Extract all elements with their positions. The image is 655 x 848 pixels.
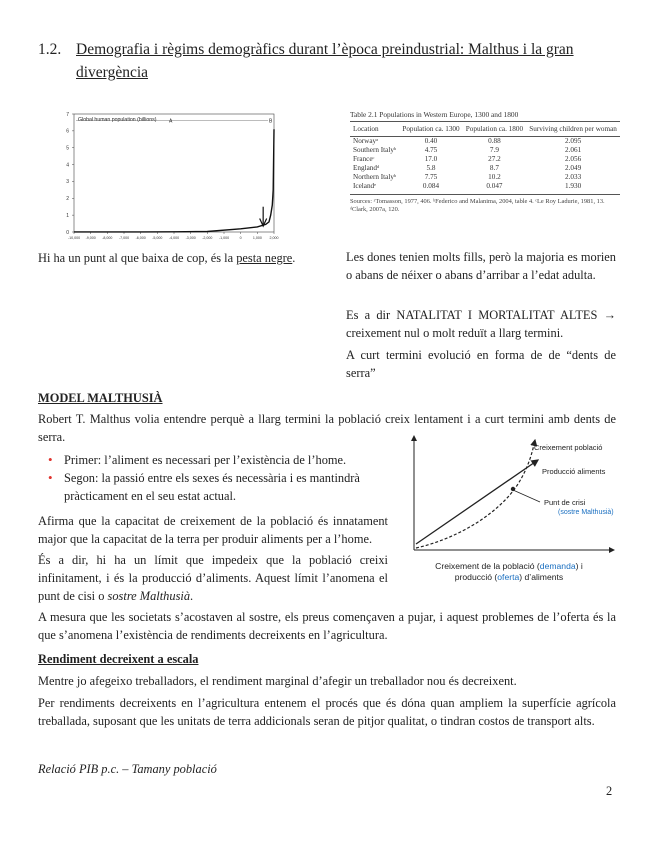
- chart-caption: [38, 251, 318, 266]
- label-crisis-sub: (sostre Malthusià): [558, 509, 614, 516]
- y-tick-label: 2: [66, 196, 69, 203]
- model-afirma: Afirma que la capacitat de creixement de la població és innatament major que la capacitat de la terra per produir aliments per a l’home.: [38, 514, 388, 546]
- x-tick-label: 0: [239, 236, 242, 240]
- population-chart-svg: [60, 104, 280, 246]
- x-tick-label: -1,000: [218, 236, 230, 240]
- crisis-pointer: [513, 490, 540, 502]
- diagram-caption: Creixement de la població (demanda) i producció (oferta) d’aliments: [435, 561, 583, 582]
- table-header: Population ca. 1800: [463, 125, 526, 137]
- population-table: [350, 125, 620, 191]
- x-tick-label: -2,000: [202, 236, 213, 240]
- y-tick-label: 3: [66, 179, 69, 186]
- chart-caption-end: .: [292, 251, 296, 265]
- right-text-3: A curt termini evolució en forma de de “dents de serra”: [346, 348, 616, 380]
- x-tick-label: -3,000: [185, 236, 196, 240]
- table-header: Location: [350, 125, 399, 137]
- model-bullets: [38, 451, 390, 505]
- rendiment-title: [38, 650, 198, 668]
- rendiment-title-text: Rendiment decreixent a escala: [38, 652, 199, 666]
- y-tick-label: 7: [66, 111, 69, 118]
- x-tick-label: -10,000: [67, 236, 81, 240]
- x-tick-label: -4,000: [168, 236, 180, 240]
- annotation-a: A: [168, 118, 173, 125]
- x-tick-label: -5,000: [152, 236, 163, 240]
- table-row: Franceᶜ 17.0 27.2 2.056: [353, 155, 582, 163]
- y-tick-label: 4: [66, 162, 69, 169]
- y-tick-label: 6: [66, 128, 69, 135]
- y-tick-label: 1: [66, 212, 69, 219]
- page-number: 2: [606, 784, 613, 798]
- right-text-1: Les dones tenien molts fills, però la majoria es morien o abans de néixer o abans d’arribar a l’edat adulta.: [346, 250, 616, 282]
- list-item: • Primer: l’aliment es necessari per l’existència de l’home.: [38, 451, 390, 469]
- y-tick-label: 0: [66, 229, 69, 236]
- sostre-malthusia: sostre Malthusià: [107, 589, 191, 603]
- pesta-negre-link[interactable]: pesta negre: [236, 251, 293, 265]
- model-title-text: MODEL MALTHUSIÀ: [38, 391, 163, 405]
- chart-caption-text: Hi ha un punt al que baixa de cop, és la: [38, 251, 237, 265]
- x-tick-label: -8,000: [102, 236, 113, 240]
- table-row: Southern Italyᵇ 4.75 7.9 2.061: [353, 146, 582, 154]
- footer-note: Relació PIB p.c. – Tamany població: [38, 762, 217, 776]
- heading-title: Demografia i règims demogràfics durant l’època preindustrial: Malthus i la gran divergència: [76, 41, 574, 81]
- heading-number: 1.2.: [38, 41, 62, 58]
- table-row: Icelandᵉ 0.084 0.047 1.930: [353, 182, 582, 190]
- label-crisis: Punt de crisi: [544, 498, 586, 507]
- table-row: Northern Italyᵇ 7.75 10.2 2.033: [353, 173, 582, 181]
- list-item: • Segon: la passió entre els sexes és necessària i es mantindrà pràcticament en el seu estat actual.: [38, 469, 390, 505]
- population-chart: [60, 104, 280, 246]
- table-header: Surviving children per woman: [526, 125, 620, 137]
- population-table-figure: [350, 110, 620, 214]
- x-tick-label: -6,000: [135, 236, 146, 240]
- table-header: Population ca. 1300: [399, 125, 462, 137]
- table-row: Englandᵈ 5.8 8.7 2.049: [353, 164, 582, 172]
- right-text-2: Es a dir NATALITAT I MORTALITAT ALTES → creixement nul o molt reduït a llarg termini.: [346, 308, 616, 340]
- model-mesura: A mesura que les societats s’acostaven al sostre, els preus començaven a pujar, i aquest problemes de l’oferta és la que s’anomena l’existència de rendiments decreixents en l’agricultura.: [38, 610, 616, 642]
- model-es-a-dir: És a dir, hi ha un límit que impedeix que la població creixi infinitament, i és la producció d’aliments. Aquest límit l’anomena el punt de cisi o sostre Malthusià.: [38, 553, 388, 603]
- x-tick-label: -9,000: [85, 236, 96, 240]
- population-line: [74, 129, 274, 232]
- malthus-diagram-svg: [400, 432, 618, 556]
- x-tick-label: 1,000: [252, 236, 262, 240]
- malthus-diagram: [400, 432, 618, 582]
- x-tick-label: -7,000: [118, 236, 130, 240]
- x-tick-label: 2,000: [269, 236, 279, 240]
- rendiment-p2: Per rendiments decreixents en l’agricultura entenem el procés que és dóna quan ampliem la superfície agrícola treballada, suposant que les unitats de terra addicionals seran de pitjor qualitat, o tindran costos de transport alts.: [38, 696, 616, 728]
- chart-title: Global human population (billions): [78, 117, 157, 123]
- table-title: Table 2.1 Populations in Western Europe, 1300 and 1800: [350, 110, 620, 122]
- table-row: Norwayᵃ 0.40 0.88 2.095: [353, 137, 582, 145]
- rendiment-p1: Mentre jo afegeixo treballadors, el rendiment marginal d’afegir un treballador nou és decreixent.: [38, 674, 517, 688]
- label-food: Producció aliments: [542, 467, 606, 476]
- y-tick-label: 5: [66, 145, 69, 152]
- plot-frame: [74, 114, 274, 232]
- model-title: [38, 389, 163, 407]
- table-sources: Sources: ᵃTomasson, 1977, 406. ᵇFederico and Malanima, 2004, table 4. ᶜLe Roy Ladurie, 1981, 13. ᵈClark, 2007a, 120.: [350, 194, 620, 214]
- food-production-line: [416, 460, 538, 544]
- label-population: Creixement població: [534, 443, 603, 452]
- crisis-point: [511, 487, 515, 491]
- annotation-b: B: [268, 118, 273, 125]
- model-intro: Robert T. Malthus volia entendre perquè a llarg termini la població creix lentament i a curt termini amb dents de serra.: [38, 412, 616, 444]
